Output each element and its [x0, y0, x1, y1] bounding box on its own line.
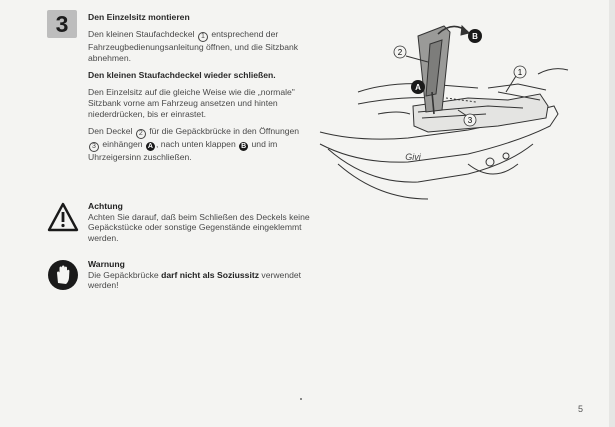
caution-title: Achtung — [88, 201, 123, 211]
caution-triangle-icon — [47, 202, 79, 232]
page-number: 5 — [578, 404, 584, 414]
warning-note — [88, 259, 310, 291]
instructions-column — [88, 12, 310, 169]
intro-paragraph: Den kleinen Staufachdeckel 1 entsprechend der Fahrzeugbedienungsanleitung öffnen, und die Sitzbank abnehmen. — [88, 29, 299, 63]
caution-note — [88, 201, 310, 244]
callout-3-marker: 3 — [89, 142, 99, 152]
section-title: Den Einzelsitz montieren — [88, 12, 190, 22]
caution-text: Achten Sie darauf, daß beim Schließen des Deckels keine Gepäckstücke oder sonstige Gegenstände eingeklemmt werden. — [88, 211, 310, 244]
brand-logo: Givi — [405, 152, 421, 162]
callout-a-marker: A — [147, 142, 153, 150]
warning-text: Die Gepäckbrücke darf nicht als Soziussitz verwendet werden! — [88, 269, 302, 291]
page-dot — [300, 398, 302, 400]
subtitle: Den kleinen Staufachdeckel wieder schließen. — [88, 70, 276, 81]
callout-2-label: 2 — [397, 48, 403, 57]
callout-1-label: 1 — [517, 68, 523, 77]
callout-b-label: B — [472, 32, 478, 41]
step-number-badge: 3 — [47, 10, 77, 38]
callout-2-marker: 2 — [136, 129, 146, 139]
stop-hand-icon — [47, 259, 79, 291]
page-edge — [609, 0, 615, 427]
lid-paragraph: Den Deckel 2 für die Gepäckbrücke in den Öffnungen 3 einhängen A , nach unten klappen B und im Uhrzeigersinn zuschließen. — [88, 125, 300, 162]
callout-1-marker: 1 — [198, 32, 208, 42]
rack-lid-illustration — [318, 14, 610, 214]
warning-title: Warnung — [88, 259, 125, 269]
callout-3-label: 3 — [467, 116, 473, 125]
warning-emphasis: darf nicht als Soziussitz — [161, 269, 259, 280]
callout-a-label: A — [415, 83, 421, 92]
callout-b-marker: B — [241, 142, 247, 150]
seat-paragraph: Den Einzelsitz auf die gleiche Weise wie die „normale" Sitzbank vorne am Fahrzeug ansetzen und hinten niederdrücken, bis er einrastet. — [88, 87, 295, 119]
